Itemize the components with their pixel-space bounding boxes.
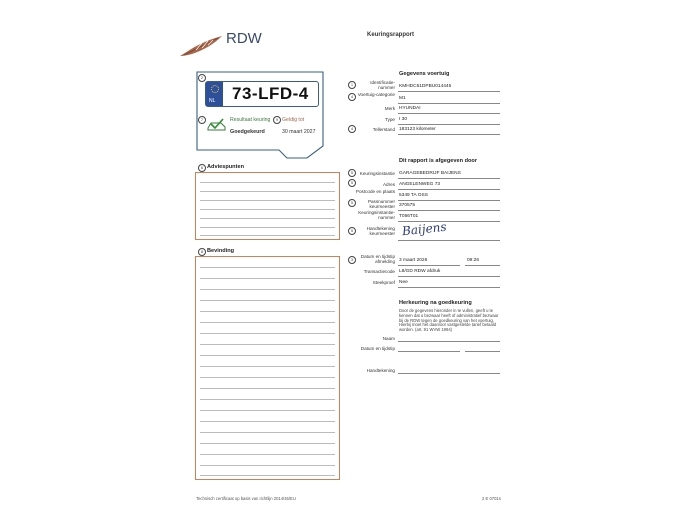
field-number-5d: 5 (348, 227, 356, 235)
issuer-section-title: Dit rapport is afgegeven door (399, 158, 478, 164)
field-number-5c: 5 (348, 199, 356, 207)
feather-icon (178, 34, 224, 58)
issuer-value-postcode: 5349 TA OSS (399, 193, 428, 198)
field-number-7: 7 (198, 116, 206, 124)
completion-value-datum: 3 maart 2026 (399, 258, 428, 263)
plate-country: NL (209, 98, 216, 104)
issuer-label-nummer: Keuringsinstantie-nummer (358, 210, 395, 220)
advies-title: Adviespunten (207, 164, 244, 170)
completion-label-transactie: Transactiecode (363, 269, 395, 274)
reinspection-name-label: Naam (382, 336, 395, 341)
bevinding-title: Bevinding (207, 248, 235, 254)
issuer-label-handtekening: Handtekening keurmeester (366, 226, 395, 236)
field-number-4b: 4 (348, 125, 356, 133)
completion-label-steekproef: Steekproef (372, 280, 395, 285)
issuer-label-pas: Passnummer keurmeester (367, 199, 395, 209)
valid-value: 30 maart 2027 (282, 129, 316, 135)
field-number-8: 8 (198, 248, 206, 256)
issuer-value-nummer: T056T01 (399, 214, 419, 219)
advies-box (195, 172, 340, 240)
field-number-6: 6 (198, 164, 206, 172)
reinspection-title: Herkeuring na goedkeuring (399, 300, 472, 306)
vehicle-value-type: I 30 (399, 117, 408, 122)
completion-value-steekproef: Nee (399, 280, 408, 285)
field-number-4: 4 (348, 93, 356, 101)
field-number-1: 1 (348, 81, 356, 89)
completion-value-transactie: L8/GD RDW afdruk (399, 269, 441, 274)
vehicle-value-category: M1 (399, 96, 406, 101)
reinspection-datetime-label: Datum en tijdstip (360, 346, 395, 351)
eu-band (206, 82, 223, 106)
field-number-9: 9 (273, 116, 281, 124)
issuer-value-instantie: GARAGEBEDRIJF BAIJENS (399, 171, 461, 176)
vehicle-value-id: KMHDC51DPBU014445 (399, 84, 452, 89)
vehicle-label-category: Voertuig-categorie (357, 92, 395, 97)
license-plate (205, 81, 319, 107)
vehicle-label-id: Identificatie-nummer (370, 80, 395, 90)
completion-value-tijd: 09:26 (467, 258, 480, 263)
issuer-value-adres: ANGELENWEG 73 (399, 182, 441, 187)
result-value: Goedgekeurd (230, 129, 265, 135)
vehicle-label-merk: Merk (384, 106, 395, 111)
field-number-5: 5 (348, 169, 356, 177)
result-label: Resultaat keuring (230, 117, 271, 123)
approved-car-icon (206, 118, 228, 132)
vehicle-label-odometer: Tellerstand (372, 127, 395, 132)
issuer-label-adres: Adres (382, 182, 395, 187)
logo-text: RDW (226, 30, 262, 47)
field-number-2: 2 (198, 74, 206, 82)
issuer-label-instantie: Keuringsinstantie (359, 171, 395, 176)
field-number-3: 3 (348, 256, 356, 264)
issuer-label-postcode: Postcode en plaats (355, 189, 395, 194)
valid-label: Geldig tot (282, 117, 305, 123)
field-number-5b: 5 (348, 179, 356, 187)
footer-left: Technisch certificaat op basis van richtlijn 2014/45/EU (196, 496, 296, 501)
plate-number: 73-LFD-4 (232, 84, 309, 103)
document-title: Keuringsrapport (367, 32, 415, 38)
completion-label-datum: Datum en tijdstip afmelding (360, 254, 395, 264)
eu-stars-icon (209, 84, 221, 94)
issuer-value-pas: 370575 (399, 203, 416, 208)
reinspection-text: Door de gegevens hieronder in te vullen, geeft u te kennen dat u bezwaar heeft of administratief bezwaar bij de RDW tegen de goedkeuring van het voertuig. Hierbij moet het daarvoor vastgestelde tarief betaald worden. (art. 91 WVW 1994) (399, 308, 499, 333)
vehicle-value-merk: HYUNDAI (399, 106, 421, 111)
reinspection-signature-label: Handtekening (366, 368, 395, 373)
vehicle-label-type: Type (385, 117, 395, 122)
inspector-signature: Baijens (401, 219, 448, 239)
vehicle-value-odometer: 183123 kilometer (399, 127, 436, 132)
vehicle-section-title: Gegevens voertuig (399, 71, 450, 77)
footer-right: 2 E 0701s (482, 496, 501, 501)
rdw-logo (178, 32, 268, 58)
bevinding-box (195, 256, 340, 480)
